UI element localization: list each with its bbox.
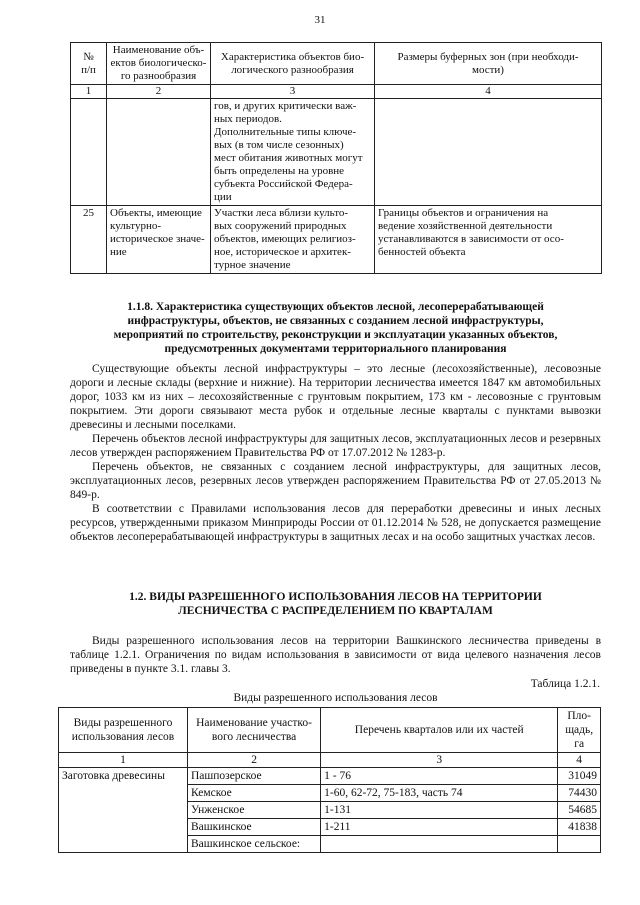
table-row <box>71 99 602 206</box>
district-cell: Вашкинское сельское: <box>187 836 320 853</box>
col-number: 3 <box>211 85 375 99</box>
header-quarters: Перечень кварталов или их частей <box>321 708 558 753</box>
header-district: Наименование участко- вого лесничества <box>187 708 320 753</box>
col-number: 1 <box>71 85 107 99</box>
header-area: Пло- щадь, га <box>558 708 601 753</box>
row-name: Объекты, имеющие культурно- историческое значе- ние <box>107 206 211 274</box>
table-row <box>59 768 601 785</box>
paragraph: В соответствии с Правилами использования лесов для переработки древесины и иных лесных ресурсов, утвержденными приказом Минприроды России от 01.12.2014 № 528, не допускается размещение объектов лесоперерабатывающей инфраструктуры в защитных лесах и на особо защитных участках лесов. <box>70 503 601 543</box>
row-characteristic: Участки леса вблизи культо- вых сооружений природных объектов, имеющих религиоз- ное, историческое и архитек- турное значение <box>211 206 375 274</box>
section-title: 1.1.8. Характеристика существующих объектов лесной, лесоперерабатывающей инфраструктуры, объектов, не связанных с созданием лесной инфраструктуры, мероприятий по строительству, реконструкции и эксплуатации указанных объектов, предусмотренных документами территориального планирования <box>113 301 558 355</box>
column-number-row <box>59 753 601 768</box>
table-label: Таблица 1.2.1. <box>530 678 600 690</box>
district-cell: Кемское <box>187 785 320 802</box>
row-buffer <box>375 99 602 206</box>
paragraph: Виды разрешенного использования лесов на территории Вашкинского лесничества приведены в таблице 1.2.1. Ограничения по видам использования в зависимости от вида целевого назначения лесов приведены в пункте 3.1. главы 3. <box>70 635 601 675</box>
area-cell: 74430 <box>558 785 601 802</box>
area-cell: 31049 <box>558 768 601 785</box>
paragraph: Перечень объектов лесной инфраструктуры для защитных лесов, эксплуатационных лесов и резервных лесов утвержден распоряжением Правительства РФ от 17.07.2012 № 1283-р. <box>70 433 601 459</box>
header-name: Наименование объ- ектов биологическо- го разнообразия <box>107 43 211 85</box>
row-buffer: Границы объектов и ограничения на ведение хозяйственной деятельности устанавливаются в зависимости от осо- бенностей объекта <box>375 206 602 274</box>
quarters-cell: 1-60, 62-72, 75-183, часть 74 <box>321 785 558 802</box>
col-number: 1 <box>59 753 188 768</box>
col-number: 3 <box>321 753 558 768</box>
col-number: 4 <box>375 85 602 99</box>
section-1-2 <box>70 590 601 676</box>
header-num: № п/п <box>71 43 107 85</box>
quarters-cell: 1-131 <box>321 802 558 819</box>
row-name <box>107 99 211 206</box>
section-title: 1.2. ВИДЫ РАЗРЕШЕННОГО ИСПОЛЬЗОВАНИЯ ЛЕСОВ НА ТЕРРИТОРИИ ЛЕСНИЧЕСТВА С РАСПРЕДЕЛЕНИЕМ ПО КВАРТАЛАМ <box>129 591 542 617</box>
column-number-row <box>71 85 602 99</box>
row-num <box>71 99 107 206</box>
biodiversity-table <box>70 42 602 274</box>
area-cell: 54685 <box>558 802 601 819</box>
area-cell: 41838 <box>558 819 601 836</box>
quarters-cell <box>321 836 558 853</box>
table-caption: Виды разрешенного использования лесов <box>233 692 438 704</box>
col-number: 4 <box>558 753 601 768</box>
quarters-cell: 1-211 <box>321 819 558 836</box>
row-num: 25 <box>71 206 107 274</box>
paragraph: Перечень объектов, не связанных с созданием лесной инфраструктуры, для защитных лесов, эксплуатационных лесов, резервных лесов утвержден распоряжением Правительства РФ от 27.05.2013 № 849-р. <box>70 461 601 501</box>
district-cell: Унженское <box>187 802 320 819</box>
paragraph: Существующие объекты лесной инфраструктуры – это лесные (лесохозяйственные), лесовозные дороги и лесные склады (верхние и нижние). На территории лесничества имеется 1847 км автомобильных дорог, 1033 км из них – лесохозяйственные с грунтовым покрытием, 173 км - лесовозные с грунтовым покрытием. Эти дороги связывают места рубок и отдельные лесные кварталы с пунктами вывозки древесины и лесными поселками. <box>70 363 601 431</box>
header-characteristic: Характеристика объектов био- логического разнообразия <box>211 43 375 85</box>
section-1-1-8 <box>70 300 601 544</box>
use-type-cell: Заготовка древесины <box>59 768 188 853</box>
district-cell: Пашпозерское <box>187 768 320 785</box>
col-number: 2 <box>107 85 211 99</box>
forest-use-table <box>58 707 601 853</box>
quarters-cell: 1 - 76 <box>321 768 558 785</box>
page-number: 31 <box>314 14 326 26</box>
area-cell <box>558 836 601 853</box>
col-number: 2 <box>187 753 320 768</box>
table-row <box>71 206 602 274</box>
row-characteristic: гов, и других критически важ- ных периодов. Дополнительные типы ключе- вых (в том числе сезонных) мест обитания животных могут быть определены на уровне субъекта Российской Федера- ции <box>211 99 375 206</box>
header-buffer: Размеры буферных зон (при необходи- мости) <box>375 43 602 85</box>
table-header-row <box>59 708 601 753</box>
table-header-row <box>71 43 602 85</box>
district-cell: Вашкинское <box>187 819 320 836</box>
header-use-type: Виды разрешенного использования лесов <box>59 708 188 753</box>
